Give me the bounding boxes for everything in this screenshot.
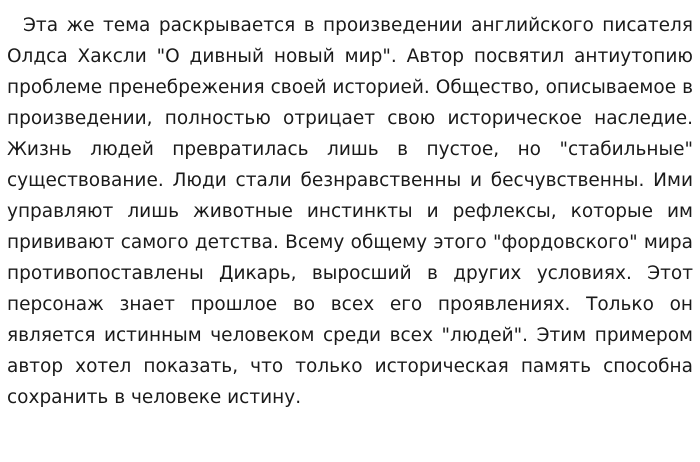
paragraph-line: существование. Люди стали безнравственны и бесчувственны. Ими [7, 170, 693, 191]
paragraph-line: персонаж знает прошлое во всех его проявлениях. Только он [7, 294, 693, 315]
paragraph-line: автор хотел показать, что только историческая память способна [7, 356, 693, 377]
paragraph-line: является истинным человеком среди всех "людей". Этим примером [7, 325, 693, 346]
paragraph-line: произведении, полностью отрицает свою историческое наследие. [7, 108, 693, 129]
paragraph-line: управляют лишь животные инстинкты и рефлексы, которые им [7, 201, 693, 222]
paragraph-line: Эта же тема раскрывается в произведении английского писателя [23, 15, 693, 36]
paragraph-line: противопоставлены Дикарь, выросший в других условиях. Этот [7, 263, 693, 284]
essay-paragraph [7, 10, 693, 413]
paragraph-line: Олдса Хаксли "О дивный новый мир". Автор посвятил антиутопию [7, 46, 693, 67]
paragraph-line: прививают самого детства. Всему общему этого "фордовского" мира [7, 232, 693, 253]
paragraph-line: сохранить в человеке истину. [7, 387, 302, 408]
paragraph-line: проблеме пренебрежения своей историей. Общество, описываемое в [7, 77, 693, 98]
paragraph-line: Жизнь людей превратилась лишь в пустое, но "стабильные" [7, 139, 693, 160]
